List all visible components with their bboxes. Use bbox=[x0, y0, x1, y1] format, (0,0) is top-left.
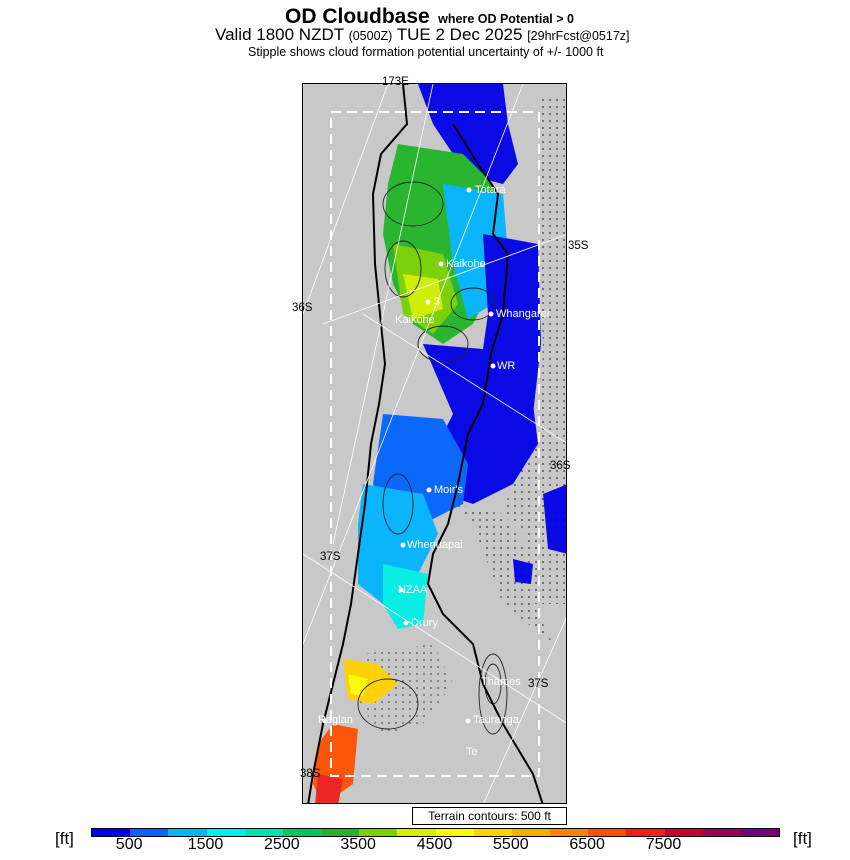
colorbar-swatch bbox=[92, 829, 130, 836]
place-drury: Drury bbox=[411, 617, 438, 629]
lat-label-36s-right: 36S bbox=[550, 460, 571, 472]
map-graphic bbox=[303, 84, 567, 804]
valid-utc: (0500Z) bbox=[348, 29, 393, 43]
colorbar-tick-label: 1500 bbox=[187, 836, 224, 853]
valid-time-line bbox=[215, 25, 630, 45]
place-raglan: Raglan bbox=[318, 714, 353, 726]
place-totara: Totara bbox=[475, 184, 506, 196]
lon-label-173e: 173E bbox=[382, 76, 409, 88]
colorbar-swatch bbox=[207, 829, 245, 836]
colorbar-swatch bbox=[130, 829, 168, 836]
colorbar-tick-label: 4500 bbox=[416, 836, 453, 853]
colorbar-tick-label: 3500 bbox=[340, 836, 376, 853]
terrain-contours-note: Terrain contours: 500 ft bbox=[412, 807, 567, 825]
colorbar-swatch bbox=[283, 829, 321, 836]
stipple-note: Stipple shows cloud formation potential uncertainty of +/- 1000 ft bbox=[248, 45, 604, 59]
place-whangarei: Whangarei bbox=[496, 308, 550, 320]
lat-label-38s-left: 38S bbox=[300, 768, 321, 780]
place-nzaa: NZAA bbox=[398, 584, 428, 596]
chart-header bbox=[0, 0, 850, 70]
lat-label-37s-right: 37S bbox=[528, 678, 549, 690]
lat-label-37s-left: 37S bbox=[320, 551, 341, 563]
colorbar-swatch bbox=[474, 829, 512, 836]
colorbar-unit-right: [ft] bbox=[793, 829, 812, 848]
colorbar-swatch bbox=[588, 829, 626, 836]
forecast-info: [29hrFcst@0517z] bbox=[527, 29, 630, 43]
colorbar-swatch bbox=[168, 829, 206, 836]
colorbar-tick-label: 5500 bbox=[493, 836, 529, 853]
colorbar-swatch bbox=[550, 829, 588, 836]
place-wr: WR bbox=[497, 360, 516, 372]
lat-label-36s-left: 36S bbox=[292, 302, 313, 314]
colorbar-tick-label: 2500 bbox=[264, 836, 300, 853]
colorbar-tick-label: 500 bbox=[115, 836, 143, 853]
forecast-map bbox=[302, 83, 567, 804]
lat-label-35s-right: 35S bbox=[568, 240, 589, 252]
colorbar-tick-label: 6500 bbox=[569, 836, 605, 853]
colorbar-swatch bbox=[703, 829, 741, 836]
colorbar-swatch bbox=[397, 829, 435, 836]
chart-title-suffix: where OD Potential > 0 bbox=[438, 12, 574, 26]
colorbar-swatch bbox=[512, 829, 550, 836]
valid-date: TUE 2 Dec 2025 bbox=[396, 25, 523, 44]
colorbar-swatch bbox=[665, 829, 703, 836]
place-te-aroha: Te bbox=[466, 746, 478, 758]
place-moirs: Moir's bbox=[434, 484, 463, 496]
colorbar-swatch bbox=[436, 829, 474, 836]
place-kaikohe-south: Kaikohe bbox=[395, 314, 435, 326]
colorbar-swatch bbox=[359, 829, 397, 836]
colorbar-swatch bbox=[245, 829, 283, 836]
chart-title: OD Cloudbase bbox=[285, 5, 430, 28]
colorbar-unit-left: [ft] bbox=[55, 829, 74, 848]
colorbar-swatch bbox=[321, 829, 359, 836]
colorbar-tick-label: 7500 bbox=[645, 836, 682, 853]
colorbar-swatch bbox=[741, 829, 779, 836]
valid-prefix: Valid 1800 NZDT bbox=[215, 25, 344, 44]
place-marker-3: 3 bbox=[434, 296, 441, 308]
colorbar-swatch bbox=[626, 829, 664, 836]
place-tauranga: Tauranga bbox=[473, 714, 519, 726]
place-thames: Thames bbox=[481, 676, 521, 688]
place-whenuapai: Whenuapai bbox=[407, 539, 463, 551]
place-kaikohe: Kaikohe bbox=[446, 258, 486, 270]
